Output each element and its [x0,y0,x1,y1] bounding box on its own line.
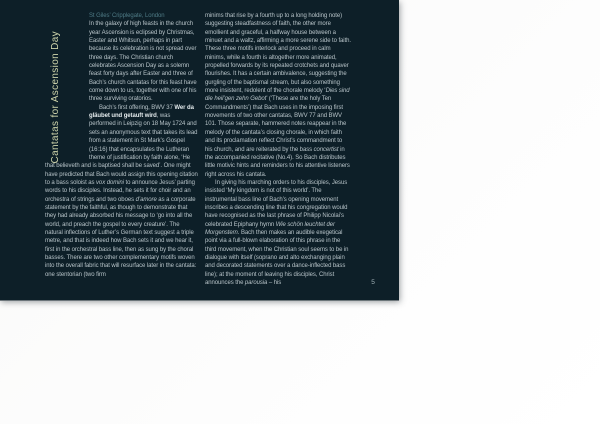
text-segment: Wie schön leuchtet der Morgenstern [205,221,335,236]
text-segment: concertist [313,146,339,153]
text-segment: vox domini [96,179,124,186]
paragraph [205,12,351,179]
paragraph [205,179,351,287]
left-text-column [45,12,198,279]
text-segment: ’ (‘These are the holy Ten Commandments’) that Bach uses in the imposing first movements of two other cantatas, BWV 77 and BWV 101. Those separate, hammered notes reappear in the melody of the cantata’s closing chorale, in which faith and its proclamation reflect Christ’s commandment to his church, and are reiterated by the bass [205,96,347,153]
text-segment: d’amore [135,196,157,203]
page-number: 5 [371,279,375,286]
text-segment: Dies sind die heil’gen zehn Gebot [205,88,350,103]
text-segment: In giving his marching orders to his disciples, Jesus insisted ‘My kingdom is not of this world’. The instrumental bass line of Bach’s opening movement inscribes a descending line that his congregation would have recognised as the last phrase of Philipp Nicolai’s celebrated Epiphany hymn [205,179,348,228]
text-segment: Wer da gläubet und getauft wird [89,104,194,120]
right-column-paragraphs [205,12,351,287]
text-segment: to announce Jesus’ parting words to his disciples. Instead, he sets it for choir and an orchestra of strings and two oboes [45,179,195,203]
text-segment: as a corporate statement by the faithful, as though to demonstrate that they had already absorbed his message to ‘go into all the world, and preach the gospel to every creature’. The natural inflections of Luther’s German text suggest a triple metre, and that is indeed how Bach sets it and we hear it, first in the orchestral bass line, then as sung by the choral basses. There are two other complementary motifs woven into the overall fabric that will resurface later in the cantata: one stentorian (two firm [45,196,197,278]
text-segment: , was performed in Leipzig on 18 May 1724 and sets an anonymous text that takes its lead from a statement in St Mark’s Gospel (16:16) that encapsulates the Lutheran theme of justification by faith alone, ‘He that believeth and is baptised shall be saved’. One might have predicted that Bach would assign this opening citation to a bass soloist as [45,113,198,186]
text-segment: in the accompanied recitative (No.4). So Bach distributes little motivic hints and reminders to his attentive listeners right across his cantata. [205,146,350,178]
text-segment: minims that rise by a fourth up to a long holding note) suggesting steadfastness of faith, the other more emollient and graceful, a halfway house between a minuet and a waltz, affirming a more serene side to faith. These three motifs interlock and proceed in calm minims, while a fourth is altogether more animated, propelled forwards by its repeated crotchets and quaver flourishes. It has a certain ambivalence, suggesting the gurgling of the baptismal stream, but also something more insistent, redolent of the chorale melody ‘ [205,13,351,95]
vertical-section-title: Cantatas for Ascension Day [50,31,61,164]
text-segment: parousia [244,280,268,286]
booklet-page [0,0,399,300]
right-text-column [205,12,351,287]
text-segment: . Bach then makes an audible exegetical point via a full-blown elaboration of this phrase in the third movement, when the Christian soul seems to be in dialogue with itself (soprano and alto exchanging plain and decorated statements over a dance-inflected bass line); at the moment of leaving his disciples, Christ announces the [205,229,349,286]
text-segment: – his [267,280,282,286]
venue-heading: St Giles’ Cripplegate, London [89,13,165,19]
text-segment: Bach’s first offering, BWV 37 [99,104,175,111]
vertical-title-spacer [45,12,89,161]
text-segment: In the galaxy of high feasts in the church year Ascension is eclipsed by Christmas, Easter and Whitsun, perhaps in part because its celebration is not spread over three days. The Christian church celebrates Ascension Day as a solemn feast forty days after Easter and three of Bach’s church cantatas for this feast have come down to us, together with one of his three surviving oratorios. [89,21,197,103]
